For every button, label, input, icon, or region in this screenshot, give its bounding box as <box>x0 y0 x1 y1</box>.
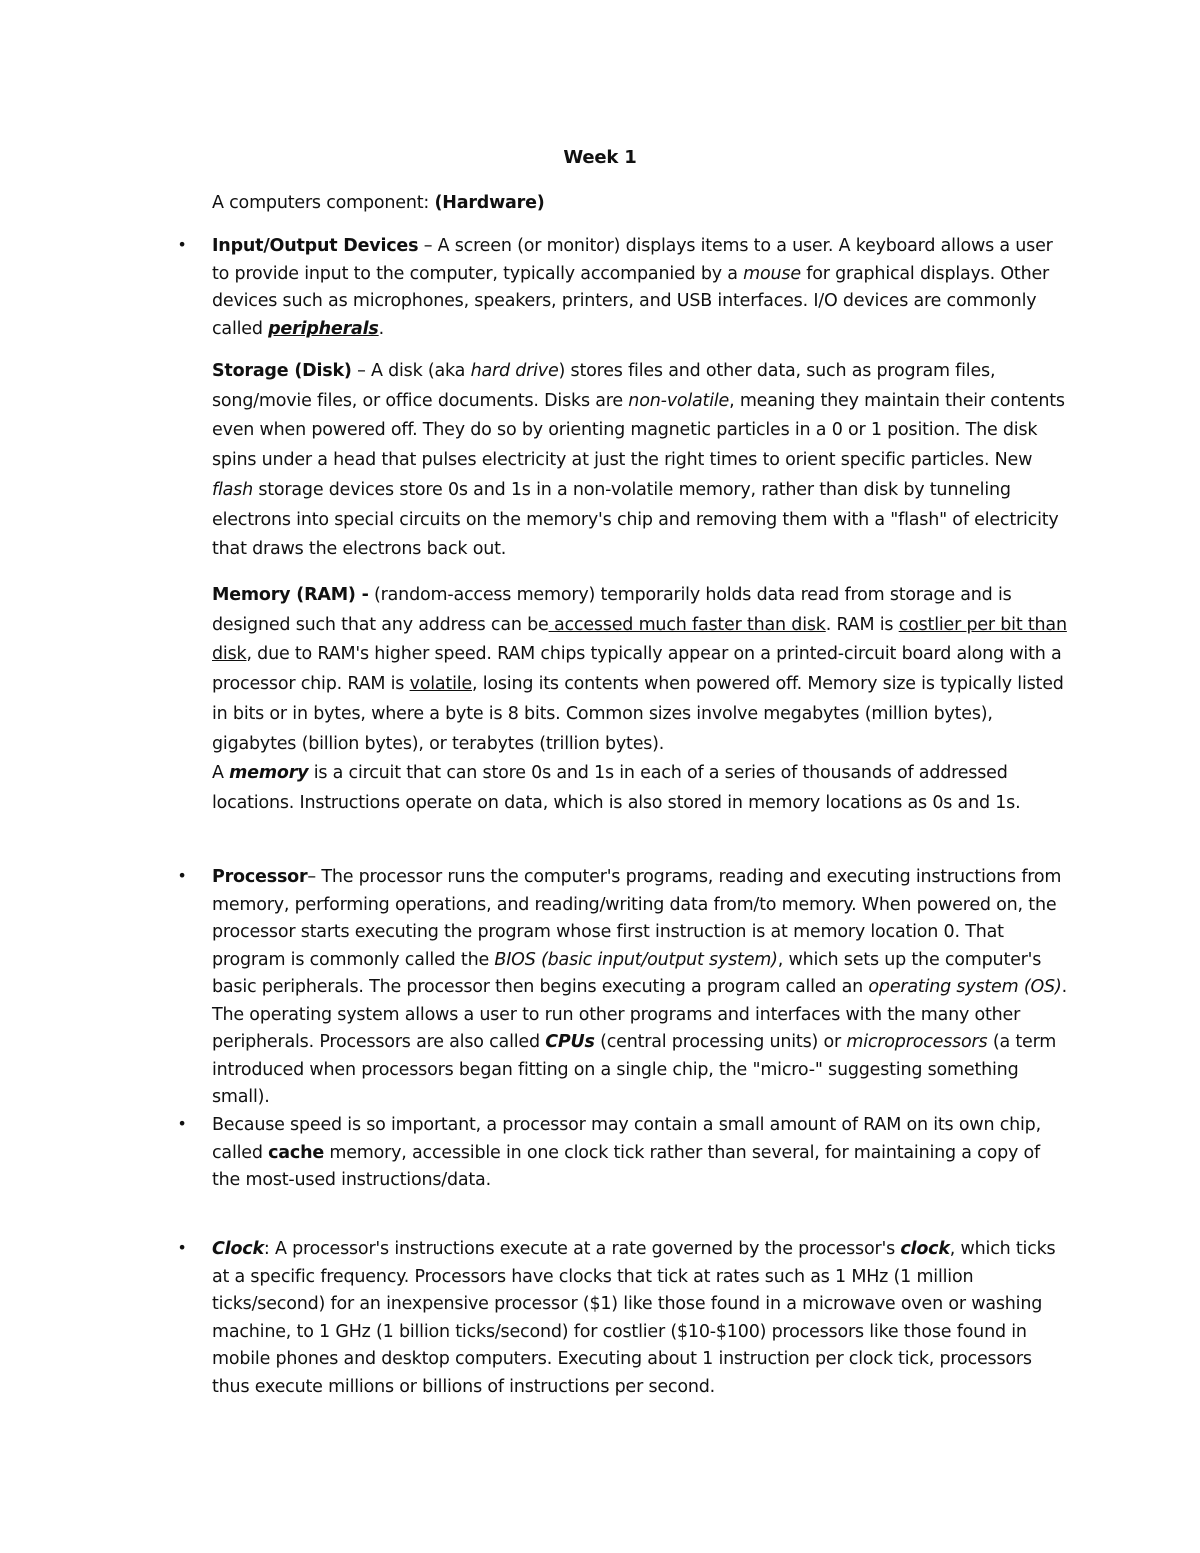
memory-text-3: , due to RAM's higher speed. RAM chips typically appear on a printed-circuit board along with a processor chip. RAM is <box>212 644 1062 695</box>
processor-os: operating system (OS) <box>868 977 1062 997</box>
processor-text-3: . The operating system allows a user to run other programs and interfaces with the many other peripherals. Processors are also called <box>212 977 1067 1052</box>
storage-term: Storage (Disk) <box>212 361 352 381</box>
io-mouse: mouse <box>743 263 801 284</box>
memory-paragraph <box>212 581 1072 819</box>
processor-bios: BIOS (basic input/output system) <box>494 949 778 970</box>
section-heading-text: A computers component: <box>212 193 435 213</box>
io-paragraph <box>212 233 1072 343</box>
processor-text-1: – The processor runs the computer's programs, reading and executing instructions from memory, performing operations, and reading/writing data from/to memory. When powered on, the processor starts executing the program whose first instruction is at memory location 0. That program is commonly called the <box>212 867 1062 970</box>
processor-micro: microprocessors <box>846 1032 988 1052</box>
section-heading <box>212 189 545 217</box>
memory-text-6: is a circuit that can store 0s and 1s in each of a series of thousands of addressed locations. Instructions operate on data, which is also stored in memory locations as 0s and 1s. <box>212 763 1021 813</box>
storage-flash: flash <box>212 479 253 500</box>
memory-text-1: (random-access memory) temporarily holds data read from storage and is designed such that any address can be <box>212 585 1012 635</box>
cache-text-2: memory, accessible in one clock tick rather than several, for maintaining a copy of the most-used instructions/data. <box>212 1142 1040 1190</box>
clock-term: Clock <box>212 1239 264 1259</box>
bullet-marker: • <box>177 1238 187 1257</box>
cache-text-1: Because speed is so important, a processor may contain a small amount of RAM on its own chip, called <box>212 1115 1041 1163</box>
cache-word: cache <box>268 1142 324 1163</box>
processor-text-2: , which sets up the computer's basic peripherals. The processor then begins executing a program called an <box>212 949 1042 997</box>
processor-text-4: (central processing units) or <box>594 1032 847 1052</box>
storage-text-2: ) stores files and other data, such as program files, song/movie files, or office documents. Disks are <box>212 361 996 411</box>
bullet-marker: • <box>177 1114 187 1133</box>
clock-word: clock <box>900 1239 950 1259</box>
cache-paragraph <box>212 1112 1072 1195</box>
processor-term: Processor <box>212 867 308 887</box>
storage-hard-drive: hard drive <box>470 361 559 381</box>
section-heading-bold: (Hardware) <box>434 193 545 213</box>
io-text-3: . <box>378 318 385 339</box>
memory-text-4: , losing its contents when powered off. Memory size is typically listed in bits or in bytes, where a byte is 8 bits. Common sizes involve megabytes (million bytes), gigabytes (billion bytes), or terabytes (trillion bytes). <box>212 674 1064 754</box>
storage-non-volatile: non-volatile <box>628 390 730 411</box>
io-peripherals: peripherals <box>268 318 379 339</box>
storage-text-4: storage devices store 0s and 1s in a non-volatile memory, rather than disk by tunneling electrons into special circuits on the memory's chip and removing them with a "flash" of electricity that draws the electrons back out. <box>212 479 1059 560</box>
memory-word: memory <box>229 763 309 784</box>
memory-text-5: A <box>212 763 230 784</box>
storage-text-1: – A disk (aka <box>351 361 471 381</box>
clock-paragraph <box>212 1236 1072 1401</box>
memory-term: Memory (RAM) - <box>212 585 369 605</box>
io-text-1: – A screen (or monitor) displays items to a user. A keyboard allows a user to provide input to the computer, typically accompanied by a <box>212 236 1053 284</box>
memory-faster: accessed much faster than disk <box>548 614 826 635</box>
io-term: Input/Output Devices <box>212 236 419 256</box>
memory-text-2: . RAM is <box>825 614 899 635</box>
storage-text-3: , meaning they maintain their contents even when powered off. They do so by orienting magnetic particles in a 0 or 1 position. The disk spins under a head that pulses electricity at just the right times to orient specific particles. New <box>212 390 1065 471</box>
storage-paragraph <box>212 357 1072 565</box>
clock-text-2: , which ticks at a specific frequency. Processors have clocks that tick at rates such as 1 MHz (1 million ticks/second) for an inexpensive processor ($1) like those found in a microwave oven or washing machine, to 1 GHz (1 billion ticks/second) for costlier ($10-$100) processors like those found in mobile phones and desktop computers. Executing about 1 instruction per clock tick, processors thus execute millions or billions of instructions per second. <box>212 1239 1056 1397</box>
bullet-marker: • <box>177 235 187 254</box>
processor-text-5: (a term introduced when processors began fitting on a single chip, the "micro-" suggesting something small). <box>212 1032 1057 1107</box>
bullet-marker: • <box>177 866 187 885</box>
processor-paragraph <box>212 864 1072 1112</box>
memory-costlier: costlier per bit than disk <box>212 614 1067 665</box>
memory-volatile: volatile <box>409 674 472 695</box>
processor-cpus: CPUs <box>545 1032 595 1052</box>
page-title: Week 1 <box>563 147 637 168</box>
clock-text-1: : A processor's instructions execute at a rate governed by the processor's <box>263 1239 901 1259</box>
io-text-2: for graphical displays. Other devices such as microphones, speakers, printers, and USB interfaces. I/O devices are commonly called <box>212 263 1050 339</box>
